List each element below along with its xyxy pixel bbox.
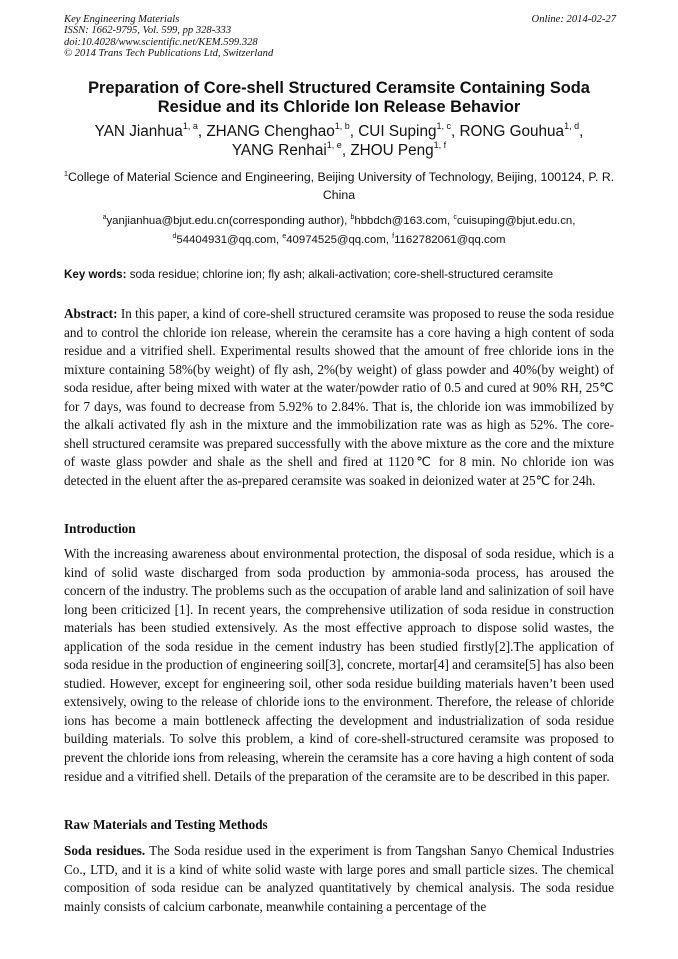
- author-affil-mark: 1, c: [436, 121, 451, 131]
- author: RONG Gouhua$^{1, d}$,: [459, 121, 584, 140]
- email-address: 1162782061@qq.com: [394, 233, 506, 246]
- email-address: cuisuping@bjut.edu.cn,: [456, 215, 576, 227]
- author-affil-mark: 1, d: [564, 121, 580, 131]
- email-mark: f: [392, 232, 395, 240]
- author: CUI Suping$^{1, c}$,: [358, 121, 460, 140]
- journal-issn: ISSN: 1662-9795, Vol. 599, pp 328-333: [64, 25, 232, 37]
- author-name: CUI Suping: [358, 123, 437, 140]
- keywords-text: soda residue; chlorine ion; fly ash; alkali-activation; core-shell-structured ceramsite: [126, 268, 554, 281]
- author-affil-mark: 1, e: [326, 140, 342, 150]
- affiliation-text: College of Material Science and Engineering, Beijing University of Technology, Beijing, 100124, P. R. China: [68, 170, 615, 202]
- email-mark: e: [282, 232, 287, 240]
- email-mark: a: [102, 214, 107, 221]
- author-name: RONG Gouhua: [459, 123, 565, 140]
- keywords: [64, 268, 624, 282]
- introduction-paragraph: With the increasing awareness about environmental protection, the disposal of soda residue, which is a kind of solid waste discharged from soda production by ammonia-soda process, has aroused the concern of the industry. The problems such as the occupation of arable land and salinization of soil have long been criticized [1]. In recent years, the comprehensive utilization of soda residue in construction materials has been studied extensively. As the most effective approach to dispose solid wastes, the application of the soda residue in the cement industry has been studied firstly[2].The application of soda residue in the production of engineering soil[3], concrete, mortar[4] and ceramsite[5] has also been studied. However, except for engineering soil, other soda residue building materials haven’t been used extensively, owing to the release of chloride ions to the environment. Therefore, the release of chloride ions has become a main bottleneck affecting the development and industrialization of soda residue building materials. To solve this problem, a kind of core-shell-structured ceramsite was proposed to prevent the chloride ions from releasing, wherein the ceramsite has a core having a high content of soda residue and a vitrified shell. Details of the preparation of the ceramsite are to be described in this paper.: [64, 546, 615, 784]
- author-list: [40, 122, 638, 160]
- affiliation-mark: 1: [63, 169, 68, 178]
- soda-residues-text: The Soda residue used in the experiment is from Tangshan Sanyo Chemical Industries Co., LTD, and it is a kind of white solid waste with large pores and small particle sizes. The chemical composition of soda residue can be analyzed quantitatively by chemical analysis. The soda residue mainly consists of calcium carbonate, meanwhile containing a percentage of the: [64, 843, 614, 914]
- email-address: 54404931@qq.com,: [176, 233, 283, 246]
- journal-doi: doi:10.4028/www.scientific.net/KEM.599.328: [64, 36, 258, 48]
- author: ZHANG Chenghao$^{1, b}$,: [206, 121, 359, 140]
- author-affil-mark: 1, a: [182, 121, 198, 131]
- journal-header: [64, 14, 616, 59]
- raw-materials-heading: Raw Materials and Testing Methods: [64, 817, 268, 832]
- author: YANG Renhai$^{1, e}$,: [231, 140, 351, 159]
- title-line-2: Residue and its Chloride Ion Release Behavior: [157, 98, 521, 116]
- author: [350, 142, 446, 159]
- email-mark: b: [350, 214, 355, 221]
- paper-title: [40, 79, 638, 117]
- author-name: YANG Renhai: [231, 142, 327, 159]
- abstract-text: In this paper, a kind of core-shell structured ceramsite was proposed to reuse the soda residue and to control the chloride ion release, wherein the ceramsite has a core having a high content of soda residue and a vitrified shell. Experimental results showed that the amount of free chloride ions in the mixture containing 58%(by weight) of fly ash, 2%(by weight) of glass powder and 40%(by weight) of soda residue, after being mixed with water at the water/powder ratio of 0.5 and cured at 90% RH, 25℃ for 7 days, was found to decrease from 5.92% to 2.84%. That is, the chloride ion was immobilized by the alkali activated fly ash in the mixture and the immobilization rate was as high as 52%. The core-shell structured ceramsite was prepared successfully with the above mixture as the core and the mixture of waste glass powder and shale as the shell and fired at 1120℃ for 8 min. No chloride ion was detected in the eluent after the as-prepared ceramsite was soaked in deionized water at 25℃ for 24h.: [64, 306, 614, 488]
- author-name: ZHOU Peng: [350, 142, 434, 159]
- abstract: [64, 305, 614, 490]
- author-name: YAN Jianhua: [94, 123, 183, 140]
- journal-name: Key Engineering Materials: [64, 14, 180, 25]
- introduction-heading: Introduction: [64, 521, 136, 536]
- author: YAN Jianhua$^{1, a}$,: [94, 121, 207, 140]
- email-mark: c: [453, 214, 457, 221]
- online-date: Online: 2014-02-27: [531, 14, 616, 25]
- keywords-label: Key words:: [64, 268, 127, 281]
- journal-copyright: © 2014 Trans Tech Publications Ltd, Switzerland: [64, 47, 274, 59]
- soda-residues-label: Soda residues.: [64, 843, 146, 858]
- abstract-label: Abstract:: [64, 306, 118, 321]
- author-affil-mark: 1, f: [433, 140, 447, 150]
- title-line-1: Preparation of Core-shell Structured Ceramsite Containing Soda: [88, 79, 590, 97]
- author-name: ZHANG Chenghao: [206, 123, 335, 140]
- email-address: yanjianhua@bjut.edu.cn(corresponding author),: [106, 215, 351, 227]
- email-address: 40974525@qq.com,: [286, 233, 393, 246]
- email-address: hbbdch@163.com,: [354, 215, 454, 227]
- soda-residues-paragraph: [64, 842, 614, 916]
- email-mark: d: [172, 232, 177, 240]
- author-affil-mark: 1, b: [334, 121, 350, 131]
- email-list: [55, 212, 623, 249]
- affiliation: [60, 168, 618, 204]
